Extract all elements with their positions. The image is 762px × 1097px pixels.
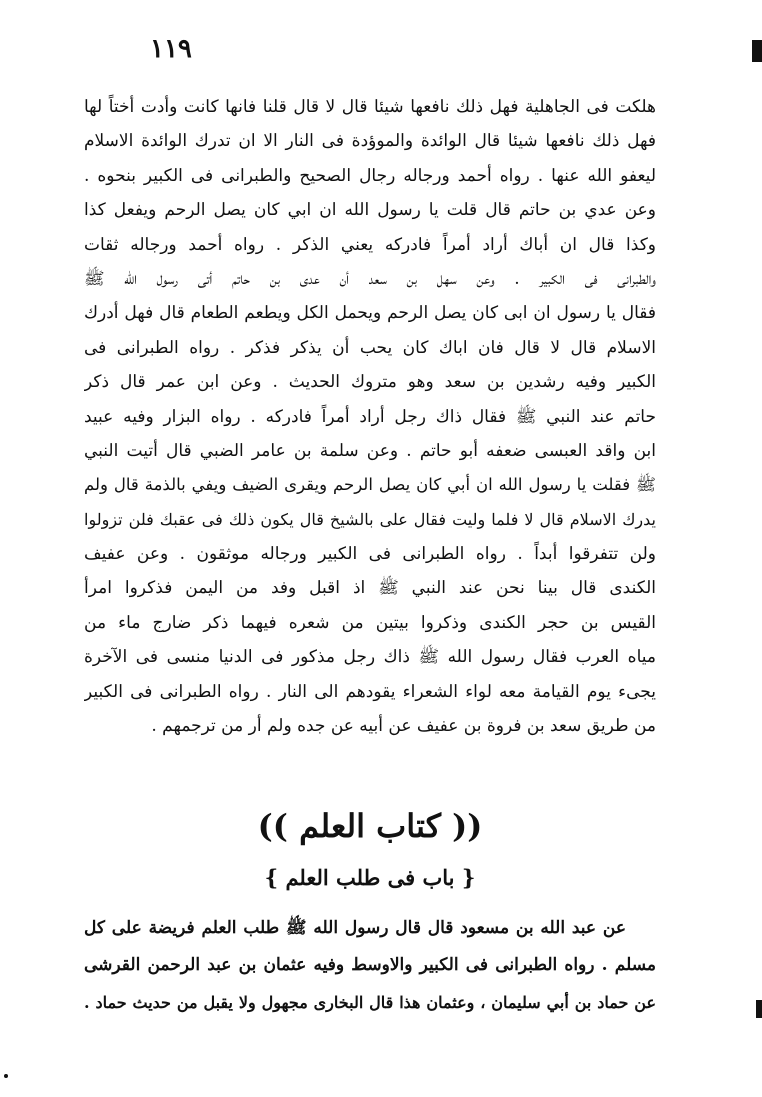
text-line: ﷺ فقلت يا رسول الله ان أبي كان يصل الرحم ويقرى الضيف ويفي بالذمة قال ولم [84, 475, 656, 495]
scan-edge-mark [756, 1000, 762, 1018]
text-line: والطبرانى فى الكبير . وعن سهل بن سعد أن عدى بن حاتم أتى رسول الله ﷺ [84, 268, 656, 289]
text-line: هلكت فى الجاهلية فهل ذلك نافعها شيئا قال لا قال قلنا فانها كانت وأدت أختاً لها [84, 97, 656, 117]
text-line: ولن تتفرقوا أبداً . رواه الطبرانى فى الكبير ورجاله موثقون . وعن عفيف [84, 544, 656, 565]
page-number: ١١٩ [150, 34, 192, 64]
hadith-text-block [84, 90, 656, 743]
text-line: فقال يا رسول ان ابى كان يصل الرحم ويحمل الكل ويطعم الطعام قال فهل أدرك [84, 303, 656, 324]
chapter-title: { باب فى طلب العلم } [264, 865, 476, 890]
text-line: فهل ذلك نافعها شيئا قال الوائدة والموؤدة فى النار الا ان تدرك الوائدة الاسلام [84, 131, 656, 152]
text-line: ليعفو الله عنها . رواه أحمد ورجاله رجال الصحيح والطبرانى فى الكبير بنحوه . [84, 165, 656, 186]
text-line: الكندى قال بينا نحن عند النبي ﷺ اذ اقبل وفد من اليمن فذكروا امرأ [84, 578, 656, 599]
text-line: مسلم . رواه الطبرانى فى الكبير والاوسط وفيه عثمان بن عبد الرحمن القرشى [84, 955, 656, 975]
text-line: ابن واقد العبسى ضعفه أبو حاتم . وعن سلمة بن عامر الضبي قال أتيت النبي [84, 440, 656, 461]
scan-edge-mark [752, 40, 762, 62]
text-line: من طريق سعد بن فروة بن عفيف عن أبيه عن جده ولم أر من ترجمهم . [151, 716, 656, 737]
text-line: مياه العرب فقال رسول الله ﷺ ذاك رجل مذكور فى الدنيا منسى فى الآخرة [84, 647, 656, 668]
book-title: (( كتاب العلم )) [257, 807, 483, 845]
text-line: حاتم عند النبي ﷺ فقال ذاك رجل أراد أمراً فادركه . رواه البزار وفيه عبيد [84, 406, 656, 427]
text-line: عن عبد الله بن مسعود قال قال رسول الله ﷺ طلب العلم فريضة على كل [84, 918, 626, 938]
text-line: الاسلام قال لا قال فان اباك كان يحب أن يذكر فذكر . رواه الطبرانى فى [84, 337, 656, 358]
scan-speck [4, 1074, 8, 1078]
text-line: يجىء يوم القيامة معه لواء الشعراء يقودهم الى النار . رواه الطبرانى فى الكبير [84, 681, 656, 702]
text-line: القيس بن حجر الكندى وذكروا بيتين من شعره فيهما ذكر ضارج ماء من [84, 612, 656, 633]
text-line: عن حماد بن أبي سليمان ، وعثمان هذا قال البخارى مجهول ولا يقبل من حديث حماد . [84, 993, 656, 1012]
chapter-text-block [84, 910, 656, 1021]
text-line: وعن عدي بن حاتم قال قلت يا رسول الله ان ابي كان يصل الرحم ويفعل كذا [84, 200, 656, 221]
text-line: وكذا قال ان أباك أراد أمراً فادركه يعني الذكر . رواه أحمد ورجاله ثقات [84, 234, 656, 255]
text-line: يدرك الاسلام قال لا فلما وليت فقال على بالشيخ قال يكون ذلك فى عقبك فلن تزولوا [84, 509, 656, 529]
text-line: الكبير وفيه رشدين بن سعد وهو متروك الحديث . وعن ابن عمر قال ذكر [84, 372, 656, 393]
